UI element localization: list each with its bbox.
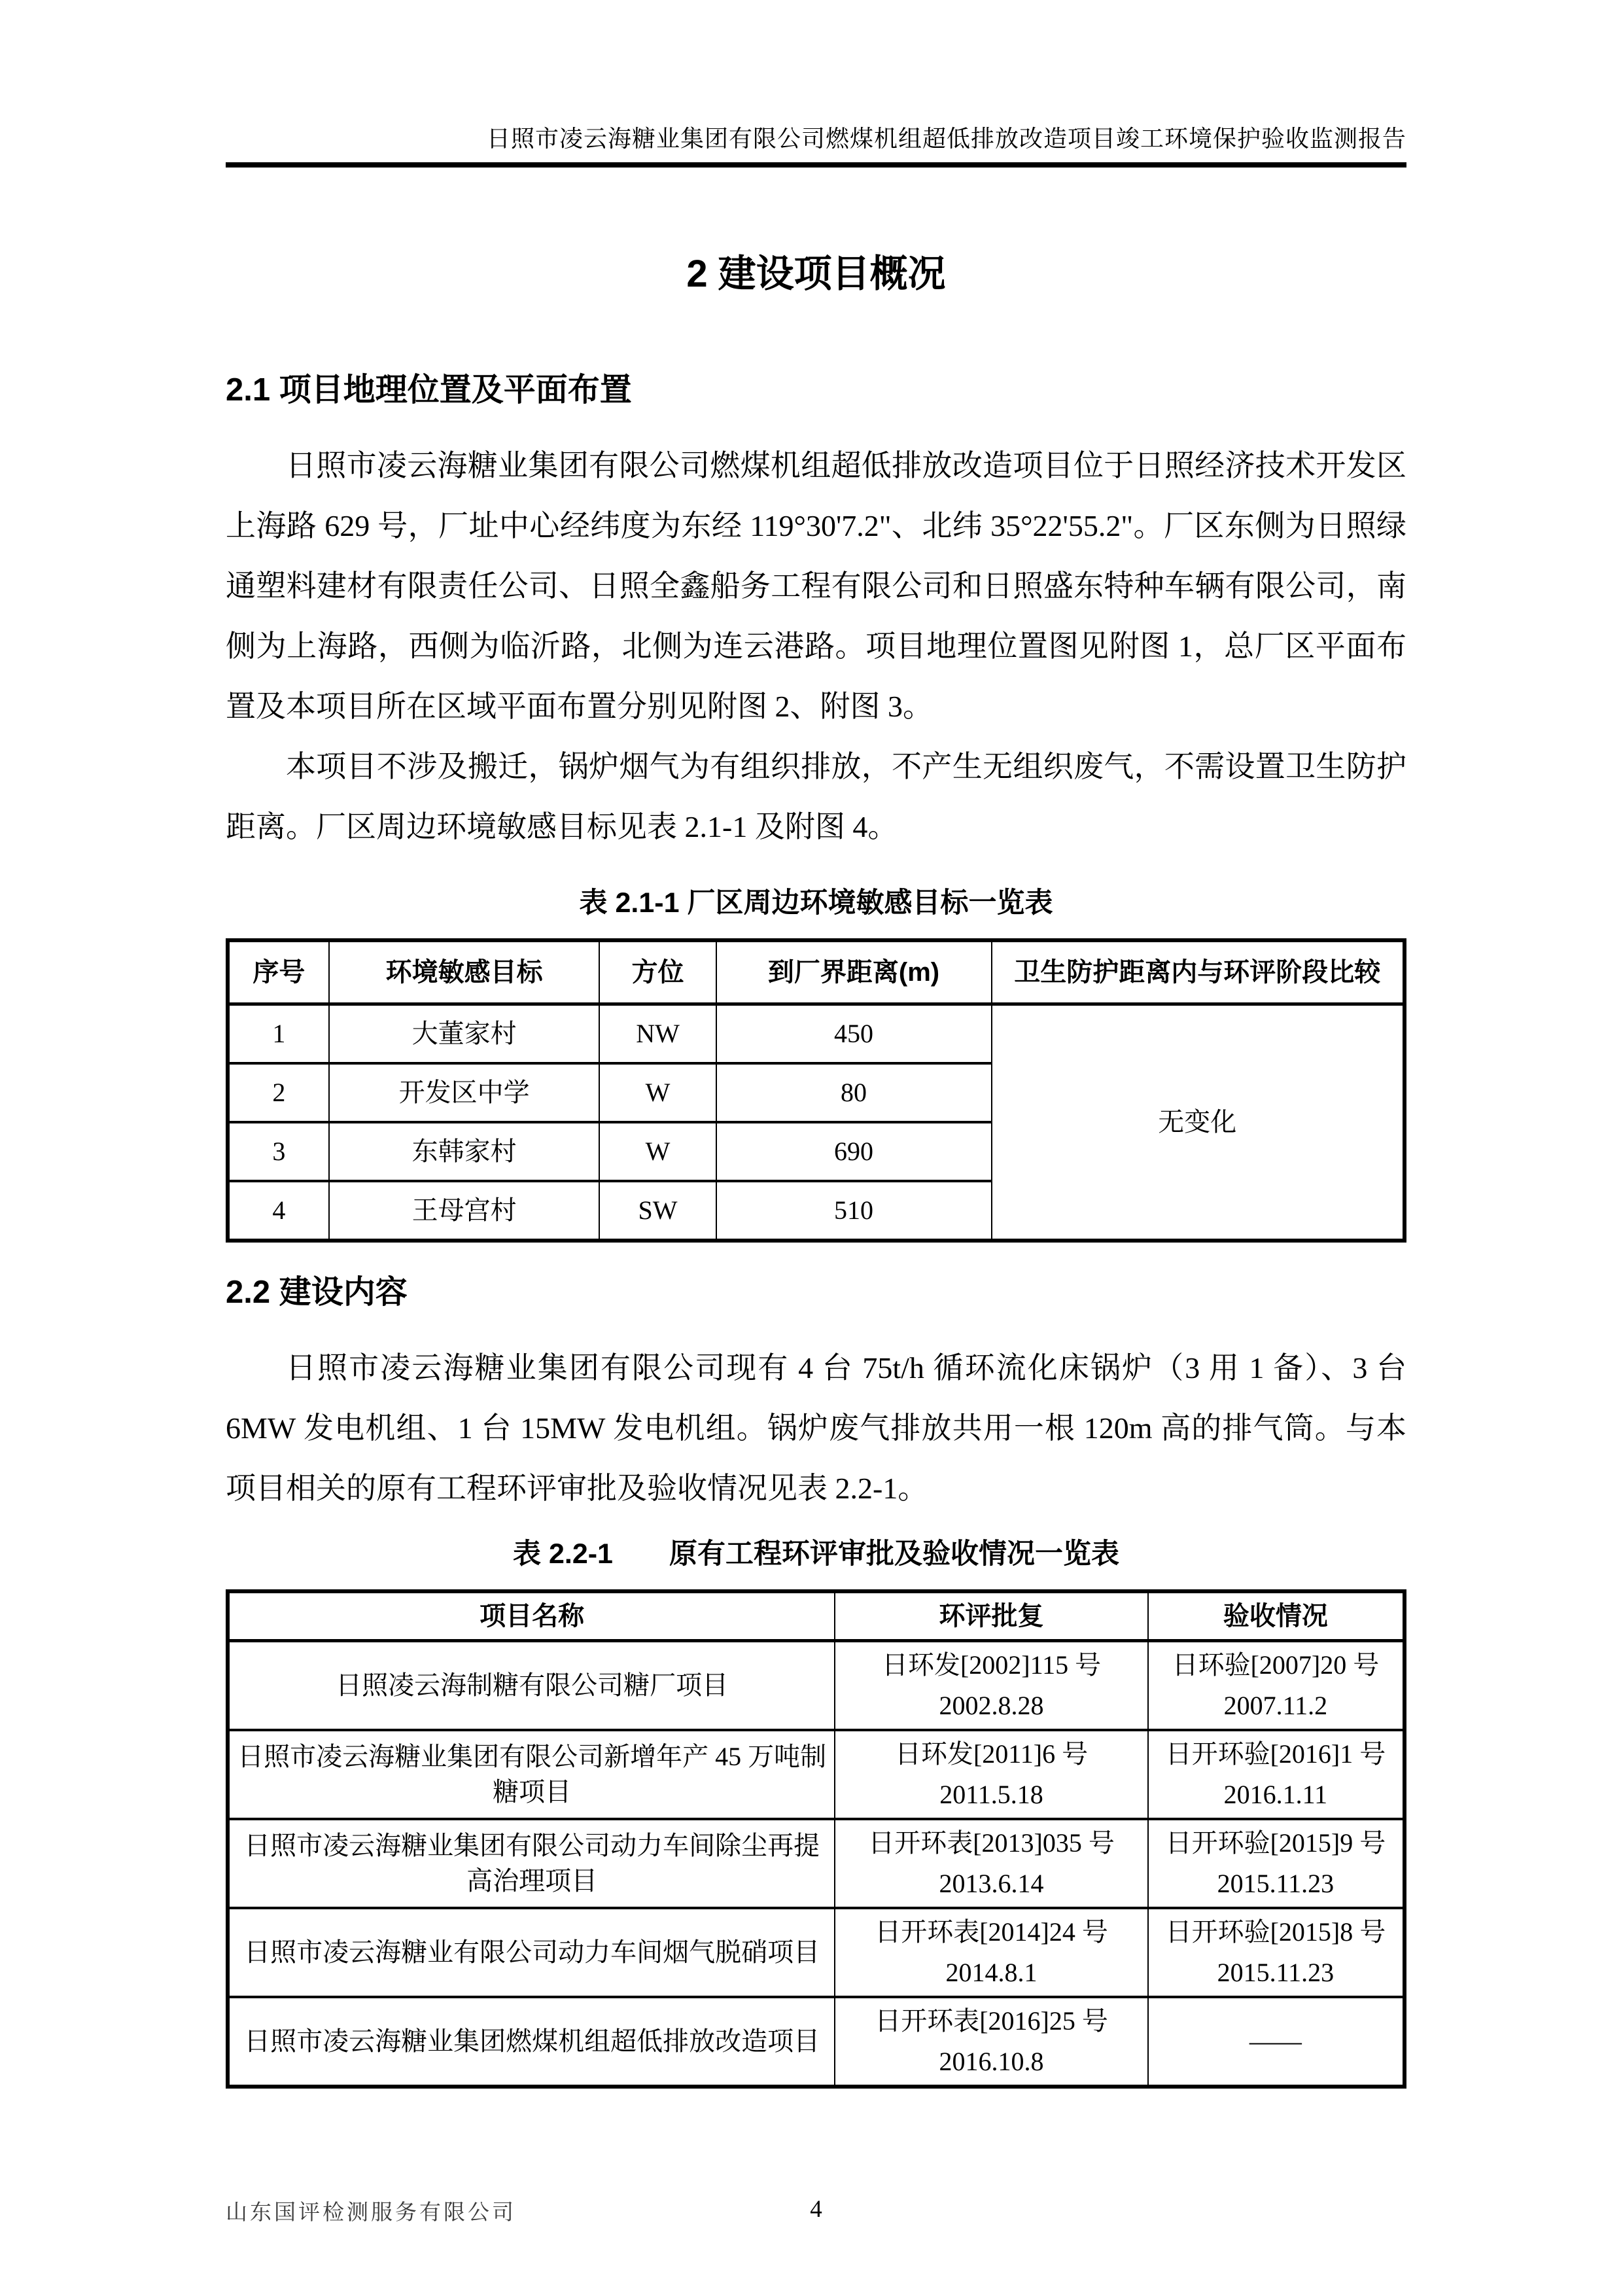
paragraph-construction: 日照市凌云海糖业集团有限公司现有 4 台 75t/h 循环流化床锅炉（3 用 1 备）、3 台 6MW 发电机组、1 台 15MW 发电机组。锅炉废气排放共用一根 120m 高的排气筒。与本项目相关的原有工程环评审批及验收情况见表 2.2-1。 (226, 1351, 1406, 1505)
cell-target: 大董家村 (329, 1004, 600, 1064)
acceptance-date: 2015.11.23 (1217, 1958, 1335, 1987)
page-header (226, 0, 1406, 168)
col-header-target: 环境敏感目标 (329, 940, 600, 1004)
chapter-title: 2 建设项目概况 (686, 253, 946, 295)
cell-eia-approval (835, 1730, 1148, 1819)
cell-eia-approval (835, 1997, 1148, 2087)
section-heading-22: 2.2 建设内容 (226, 1275, 408, 1310)
cell-distance: 690 (716, 1122, 992, 1181)
cell-no: 4 (228, 1181, 329, 1241)
cell-acceptance (1148, 1819, 1405, 1908)
col-header-eia-approval: 环评批复 (835, 1591, 1148, 1641)
cell-acceptance (1148, 1730, 1405, 1819)
acceptance-number: 日开环验[2016]1 号 (1165, 1739, 1386, 1769)
paragraph-location-2: 本项目不涉及搬迁，锅炉烟气为有组织排放，不产生无组织废气，不需设置卫生防护距离。厂区周边环境敏感目标见表 2.1-1 及附图 4。 (226, 750, 1406, 843)
cell-eia-approval (835, 1908, 1148, 1997)
cell-acceptance (1148, 1641, 1405, 1731)
cell-acceptance (1148, 1997, 1405, 2087)
approval-history-table (226, 1589, 1406, 2089)
table-211-caption: 表 2.1-1 厂区周边环境敏感目标一览表 (579, 887, 1053, 919)
approval-number: 日环发[2011]6 号 (894, 1739, 1089, 1769)
col-header-distance: 到厂界距离(m) (716, 940, 992, 1004)
cell-comparison-merged: 无变化 (992, 1004, 1405, 1241)
col-header-project-name: 项目名称 (228, 1591, 835, 1641)
col-header-comparison: 卫生防护距离内与环评阶段比较 (992, 940, 1405, 1004)
page-content (226, 0, 1406, 2089)
table-row (228, 1730, 1405, 1819)
cell-direction: SW (599, 1181, 716, 1241)
cell-distance: 510 (716, 1181, 992, 1241)
cell-distance: 80 (716, 1063, 992, 1122)
cell-target: 王母宫村 (329, 1181, 600, 1241)
paragraph-location-1: 日照市凌云海糖业集团有限公司燃煤机组超低排放改造项目位于日照经济技术开发区上海路 629 号，厂址中心经纬度为东经 119°30'7.2"、北纬 35°22'55.2"。厂区东侧为日照绿通塑料建材有限责任公司、日照全鑫船务工程有限公司和日照盛东特种车辆有限公司，南侧为上海路，西侧为临沂路，北侧为连云港路。项目地理位置图见附图 1，总厂区平面布置及本项目所在区域平面布置分别见附图 2、附图 3。 (226, 449, 1406, 723)
approval-date: 2013.6.14 (939, 1869, 1044, 1898)
cell-acceptance (1148, 1908, 1405, 1997)
approval-date: 2002.8.28 (939, 1691, 1044, 1720)
cell-direction: W (599, 1063, 716, 1122)
cell-project-name: 日照凌云海制糖有限公司糖厂项目 (228, 1641, 835, 1731)
cell-target: 开发区中学 (329, 1063, 600, 1122)
approval-date: 2011.5.18 (939, 1780, 1043, 1809)
acceptance-number: 日开环验[2015]8 号 (1165, 1917, 1386, 1947)
table-221-caption: 表 2.2-1 原有工程环评审批及验收情况一览表 (513, 1538, 1119, 1570)
table-header-row (228, 940, 1405, 1004)
table-row (228, 1997, 1405, 2087)
cell-project-name: 日照市凌云海糖业有限公司动力车间烟气脱硝项目 (228, 1908, 835, 1997)
cell-target: 东韩家村 (329, 1122, 600, 1181)
page-number: 4 (810, 2196, 822, 2223)
running-header-title: 日照市凌云海糖业集团有限公司燃煤机组超低排放改造项目竣工环境保护验收监测报告 (486, 126, 1406, 152)
cell-direction: W (599, 1122, 716, 1181)
acceptance-date: 2015.11.23 (1217, 1869, 1335, 1898)
sensitive-targets-table (226, 938, 1406, 1243)
acceptance-date: 2016.1.11 (1223, 1780, 1328, 1809)
cell-no: 3 (228, 1122, 329, 1181)
table-row (228, 1819, 1405, 1908)
acceptance-number: 日开环验[2015]9 号 (1165, 1828, 1386, 1858)
cell-distance: 450 (716, 1004, 992, 1064)
approval-number: 日环发[2002]115 号 (881, 1650, 1102, 1680)
table-row (228, 1004, 1405, 1064)
acceptance-number: 日环验[2007]20 号 (1172, 1650, 1380, 1680)
acceptance-date: 2007.11.2 (1223, 1691, 1328, 1720)
table-row (228, 1641, 1405, 1731)
approval-number: 日开环表[2014]24 号 (875, 1917, 1108, 1947)
cell-project-name: 日照市凌云海糖业集团有限公司动力车间除尘再提高治理项目 (228, 1819, 835, 1908)
col-header-acceptance: 验收情况 (1148, 1591, 1405, 1641)
footer-company-name: 山东国评检测服务有限公司 (226, 2201, 516, 2225)
approval-date: 2014.8.1 (945, 1958, 1038, 1987)
cell-no: 1 (228, 1004, 329, 1064)
cell-eia-approval (835, 1819, 1148, 1908)
cell-direction: NW (599, 1004, 716, 1064)
col-header-no: 序号 (228, 940, 329, 1004)
approval-number: 日开环表[2013]035 号 (868, 1828, 1115, 1858)
header-rule (226, 162, 1406, 168)
page-footer (226, 2195, 1406, 2227)
table-header-row (228, 1591, 1405, 1641)
cell-project-name: 日照市凌云海糖业集团有限公司新增年产 45 万吨制糖项目 (228, 1730, 835, 1819)
approval-number: 日开环表[2016]25 号 (875, 2006, 1108, 2036)
cell-project-name: 日照市凌云海糖业集团燃煤机组超低排放改造项目 (228, 1997, 835, 2087)
section-heading-21: 2.1 项目地理位置及平面布置 (226, 372, 632, 408)
approval-date: 2016.10.8 (939, 2047, 1044, 2076)
header-rule-gap (226, 153, 1406, 162)
table-row (228, 1908, 1405, 1997)
acceptance-number: —— (1249, 2026, 1302, 2056)
cell-eia-approval (835, 1641, 1148, 1731)
col-header-direction: 方位 (599, 940, 716, 1004)
cell-no: 2 (228, 1063, 329, 1122)
